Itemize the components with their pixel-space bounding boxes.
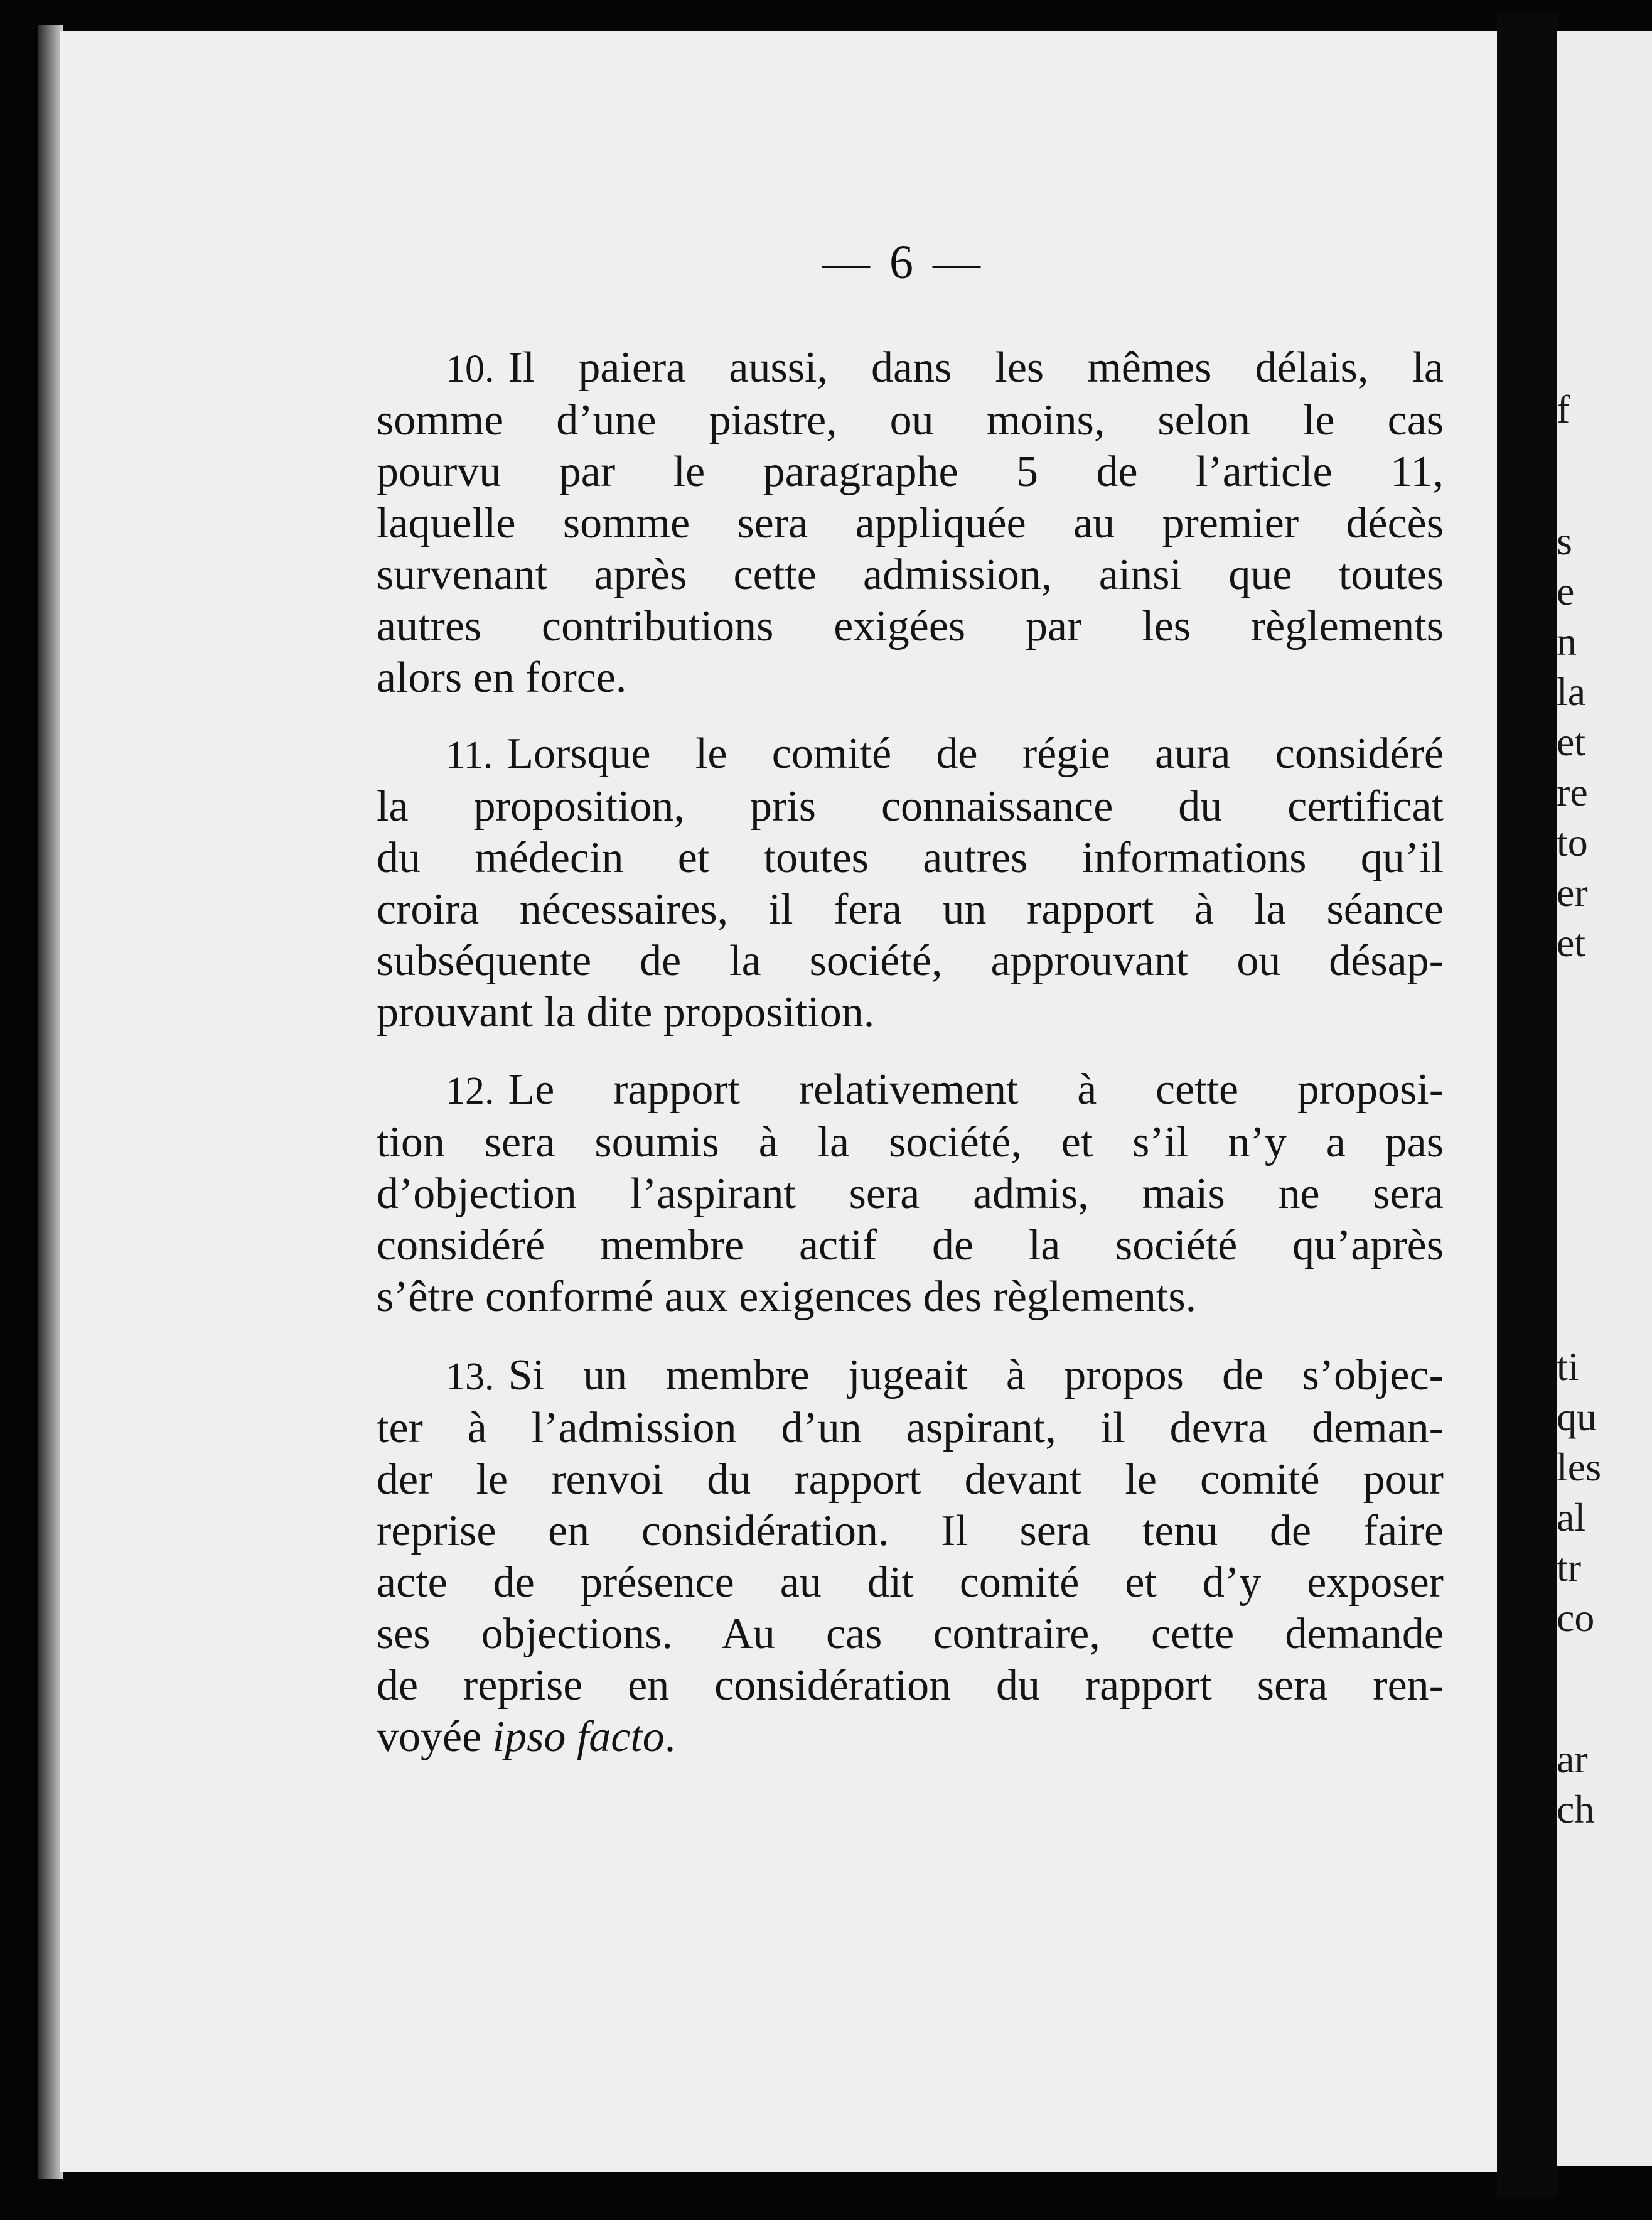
facing-fragment: co bbox=[1557, 1595, 1595, 1640]
facing-fragment: to bbox=[1557, 820, 1588, 865]
article-line bbox=[377, 1350, 1444, 1403]
article-text: voyée bbox=[377, 1713, 493, 1761]
article-text: Si un membre jugeait à propos de s’objec- bbox=[508, 1351, 1444, 1399]
latin-phrase: ipso facto bbox=[492, 1713, 665, 1761]
facing-fragment: f bbox=[1557, 387, 1570, 431]
article-text: . bbox=[664, 1713, 676, 1761]
article-text: Le rapport relativement à cette proposi- bbox=[508, 1065, 1444, 1114]
facing-page bbox=[1557, 31, 1652, 2166]
article-line: survenant après cette admission, ainsi que toutes bbox=[377, 551, 1444, 599]
article-line: la proposition, pris connaissance du certificat bbox=[377, 782, 1444, 831]
article-line bbox=[377, 1711, 1444, 1763]
page-left-edge bbox=[38, 25, 63, 2179]
article-line: der le renvoi du rapport devant le comité pour bbox=[377, 1455, 1444, 1504]
facing-fragment: ch bbox=[1557, 1787, 1595, 1831]
article-line: reprise en considération. Il sera tenu de faire bbox=[377, 1507, 1444, 1555]
article-number: 12. bbox=[446, 1070, 495, 1113]
article-13 bbox=[377, 1350, 1444, 1763]
article-line: considéré membre actif de la société qu’après bbox=[377, 1221, 1444, 1269]
article-line: somme d’une piastre, ou moins, selon le cas bbox=[377, 396, 1444, 445]
article-line: ter à l’admission d’un aspirant, il devra deman- bbox=[377, 1404, 1444, 1452]
page-number: — 6 — bbox=[822, 236, 984, 289]
facing-fragment: et bbox=[1557, 920, 1586, 965]
article-number: 11. bbox=[446, 734, 493, 777]
facing-fragment: ar bbox=[1557, 1737, 1588, 1781]
article-line: laquelle somme sera appliquée au premier décès bbox=[377, 499, 1444, 547]
article-12 bbox=[377, 1064, 1444, 1323]
facing-fragment: les bbox=[1557, 1445, 1602, 1489]
article-line: d’objection l’aspirant sera admis, mais ne sera bbox=[377, 1170, 1444, 1218]
article-line: ses objections. Au cas contraire, cette demande bbox=[377, 1610, 1444, 1658]
article-line: prouvant la dite proposition. bbox=[377, 988, 875, 1037]
article-line: alors en force. bbox=[377, 654, 627, 702]
article-line bbox=[377, 342, 1444, 395]
article-line: de reprise en considération du rapport sera ren- bbox=[377, 1661, 1444, 1710]
facing-fragment: s bbox=[1557, 519, 1572, 563]
facing-fragment: al bbox=[1557, 1495, 1586, 1539]
article-line: autres contributions exigées par les règlements bbox=[377, 602, 1444, 650]
article-number: 10. bbox=[446, 348, 495, 391]
article-line: acte de présence au dit comité et d’y exposer bbox=[377, 1558, 1444, 1607]
article-11 bbox=[377, 728, 1444, 1038]
facing-fragment: la bbox=[1557, 669, 1586, 714]
facing-fragment: er bbox=[1557, 870, 1588, 915]
article-text: Il paiera aussi, dans les mêmes délais, la bbox=[508, 343, 1444, 392]
article-10 bbox=[377, 342, 1444, 704]
article-line: tion sera soumis à la société, et s’il n’y a pas bbox=[377, 1118, 1444, 1167]
article-line: pourvu par le paragraphe 5 de l’article 11, bbox=[377, 448, 1444, 496]
facing-fragment: qu bbox=[1557, 1394, 1597, 1439]
facing-fragment: n bbox=[1557, 619, 1577, 664]
facing-fragment: et bbox=[1557, 719, 1586, 764]
article-line: du médecin et toutes autres informations qu’il bbox=[377, 834, 1444, 882]
article-number: 13. bbox=[446, 1355, 495, 1398]
article-line bbox=[377, 1064, 1444, 1117]
article-line bbox=[377, 728, 1444, 781]
article-line: subséquente de la société, approuvant ou désap- bbox=[377, 937, 1444, 985]
facing-fragment: re bbox=[1557, 770, 1588, 814]
book-gutter bbox=[1497, 13, 1557, 2197]
article-line: croira nécessaires, il fera un rapport à la séance bbox=[377, 885, 1444, 934]
facing-fragment: e bbox=[1557, 569, 1575, 613]
facing-fragment: ti bbox=[1557, 1344, 1579, 1389]
article-text: Lorsque le comité de régie aura considéré bbox=[507, 730, 1444, 778]
facing-fragment: tr bbox=[1557, 1545, 1582, 1590]
article-line: s’être conformé aux exigences des règlements. bbox=[377, 1273, 1197, 1321]
